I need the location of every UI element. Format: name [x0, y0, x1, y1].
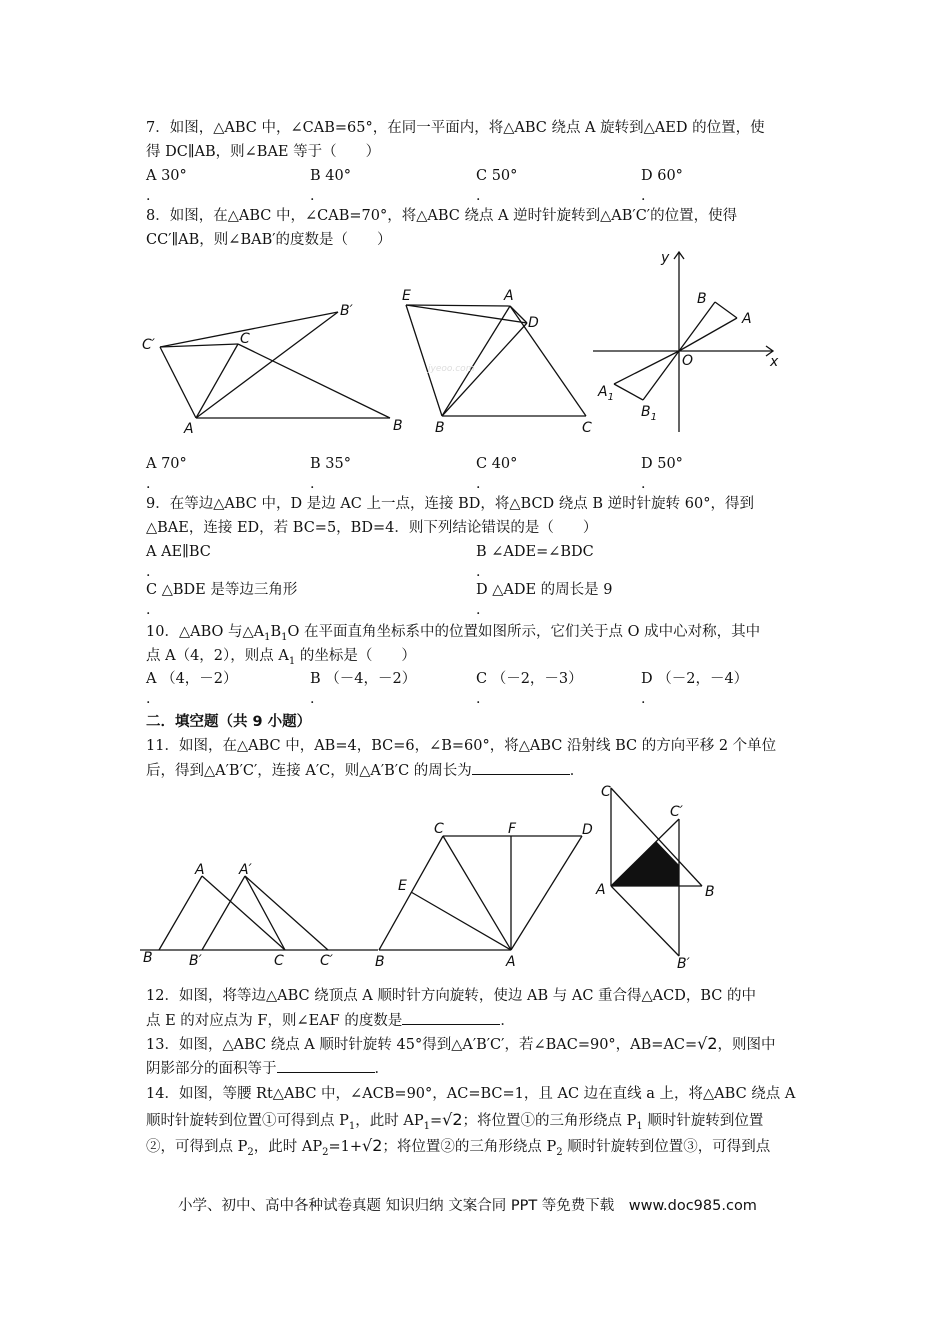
- answer-blank[interactable]: [277, 1058, 375, 1073]
- dot: .: [146, 476, 151, 492]
- figure-rotation-aed: [400, 285, 600, 435]
- label-c: C: [582, 420, 592, 436]
- watermark: jyeoo.com: [428, 364, 475, 374]
- label-b: B: [393, 418, 403, 434]
- dot: .: [641, 691, 646, 707]
- section-heading: 二．填空题（共 9 小题）: [146, 714, 312, 730]
- label-a: A: [742, 311, 752, 327]
- figure-rotation-c-prime: [138, 295, 408, 445]
- dot: .: [476, 564, 481, 580]
- dot: .: [146, 691, 151, 707]
- dot: .: [146, 188, 151, 204]
- q10-option-a: A （4，－2）: [146, 671, 238, 687]
- q7-line1: 7．如图，△ABC 中，∠CAB=65°，在同一平面内，将△ABC 绕点 A 旋转到△AED 的位置，使: [146, 120, 765, 136]
- shaded-region: [611, 841, 679, 886]
- q8-line1: 8．如图，在△ABC 中，∠CAB=70°，将△ABC 绕点 A 逆时针旋转到△AB′C′的位置，使得: [146, 208, 738, 224]
- q10-option-b: B （－4，－2）: [310, 671, 417, 687]
- label-y: y: [661, 250, 670, 266]
- q12-line1: 12．如图，将等边△ABC 绕顶点 A 顺时针方向旋转，使边 AB 与 AC 重合得△ACD，BC 的中: [146, 988, 756, 1004]
- q13-line1: 13．如图，△ABC 绕点 A 顺时针旋转 45°得到△A′B′C′，若∠BAC=90°，AB=AC=√2，则图中: [146, 1034, 776, 1053]
- label-d: D: [528, 315, 539, 331]
- dot: .: [310, 691, 315, 707]
- answer-blank[interactable]: [402, 1010, 500, 1025]
- dot: .: [476, 188, 481, 204]
- q12-line2: 点 E 的对应点为 F，则∠EAF 的度数是 ．: [146, 1010, 515, 1031]
- label-c-prime: C′: [320, 953, 333, 969]
- label-a-prime: A′: [239, 862, 252, 878]
- label-c: C: [240, 331, 250, 347]
- q9-line1: 9．在等边△ABC 中，D 是边 AC 上一点，连接 BD，将△BCD 绕点 B 逆时针旋转 60°，得到: [146, 496, 754, 512]
- q7-option-b: B 40°: [310, 168, 351, 184]
- q8-option-a: A 70°: [146, 456, 187, 472]
- q14-line1: 14．如图，等腰 Rt△ABC 中，∠ACB=90°，AC=BC=1，且 AC 边在直线 a 上，将△ABC 绕点 A: [146, 1086, 796, 1102]
- dot: .: [146, 564, 151, 580]
- label-c-prime: C′: [142, 337, 155, 353]
- label-c: C: [274, 953, 284, 969]
- label-c-prime: C′: [670, 804, 683, 820]
- label-x: x: [770, 354, 779, 370]
- label-o: O: [682, 353, 694, 369]
- q9-option-b: B ∠ADE=∠BDC: [476, 544, 594, 560]
- dot: .: [476, 602, 481, 618]
- label-a: A: [596, 882, 606, 898]
- dot: .: [476, 691, 481, 707]
- q11-line1: 11．如图，在△ABC 中，AB=4，BC=6，∠B=60°，将△ABC 沿射线 BC 的方向平移 2 个单位: [146, 738, 777, 754]
- dot: .: [641, 188, 646, 204]
- figure-shaded-overlap: [592, 780, 732, 970]
- answer-blank[interactable]: [472, 760, 570, 775]
- figure-equilateral-rotation: [370, 818, 610, 968]
- label-b: B: [143, 950, 153, 966]
- dot: .: [310, 476, 315, 492]
- label-a1: $A_1$: [598, 384, 614, 403]
- q10-option-c: C （－2，－3）: [476, 671, 583, 687]
- q14-line2: 顺时针旋转到位置①可得到点 $P_1$，此时 $AP_1=√2$；将位置①的三角形绕点 $P_1$ 顺时针旋转到位置: [146, 1110, 764, 1132]
- figure-translation: [140, 862, 380, 972]
- label-c: C: [434, 821, 444, 837]
- label-a: A: [195, 862, 205, 878]
- figure-central-symmetry: [590, 248, 790, 438]
- label-b: B: [697, 291, 707, 307]
- q7-option-c: C 50°: [476, 168, 518, 184]
- q7-option-a: A 30°: [146, 168, 187, 184]
- q9-option-d: D △ADE 的周长是 9: [476, 582, 613, 598]
- label-b-prime: B′: [677, 956, 690, 972]
- page-footer: 小学、初中、高中各种试卷真题 知识归纳 文案合同 PPT 等免费下载 www.doc985.com: [178, 1198, 757, 1214]
- label-a: A: [504, 288, 514, 304]
- q8-line2: CC′∥AB，则∠BAB′的度数是（ ）: [146, 232, 392, 248]
- q9-option-c: C △BDE 是等边三角形: [146, 582, 298, 598]
- q10-line1: 10．△ABO 与$\triangle A_1B_1O$ 在平面直角坐标系中的位置如图所示，它们关于点 O 成中心对称，其中: [146, 624, 761, 643]
- label-b: B: [705, 884, 715, 900]
- label-f: F: [508, 821, 517, 837]
- label-b-prime: B′: [340, 303, 353, 319]
- q11-line2: 后，得到△A′B′C′，连接 A′C，则△A′B′C 的周长为 ．: [146, 760, 584, 781]
- dot: .: [476, 476, 481, 492]
- label-c: C: [601, 784, 611, 800]
- dot: .: [641, 476, 646, 492]
- q7-line2: 得 DC∥AB，则∠BAE 等于（ ）: [146, 144, 381, 160]
- label-b1: $B_1$: [641, 404, 657, 423]
- q10-option-d: D （－2，－4）: [641, 671, 749, 687]
- q9-line2: △BAE，连接 ED，若 BC=5，BD=4．则下列结论错误的是（ ）: [146, 520, 598, 536]
- dot: .: [146, 602, 151, 618]
- q14-line3: ②，可得到点 $P_2$，此时 $AP_2=1+√2$；将位置②的三角形绕点 $P_2$ 顺时针旋转到位置③，可得到点: [146, 1136, 771, 1158]
- label-e: E: [402, 288, 411, 304]
- label-a: A: [506, 954, 516, 970]
- label-e: E: [398, 878, 407, 894]
- label-a: A: [184, 421, 194, 437]
- label-b-prime: B′: [189, 953, 202, 969]
- q8-option-d: D 50°: [641, 456, 683, 472]
- label-b: B: [375, 954, 385, 970]
- q7-option-d: D 60°: [641, 168, 683, 184]
- dot: .: [310, 188, 315, 204]
- label-d: D: [582, 822, 593, 838]
- q8-option-c: C 40°: [476, 456, 518, 472]
- q9-option-a: A AE∥BC: [146, 544, 211, 560]
- q13-line2: 阴影部分的面积等于 ．: [146, 1058, 389, 1079]
- q10-line2: 点 A（4，2），则点 $A_1$ 的坐标是（ ）: [146, 648, 416, 667]
- label-b: B: [435, 420, 445, 436]
- q8-option-b: B 35°: [310, 456, 351, 472]
